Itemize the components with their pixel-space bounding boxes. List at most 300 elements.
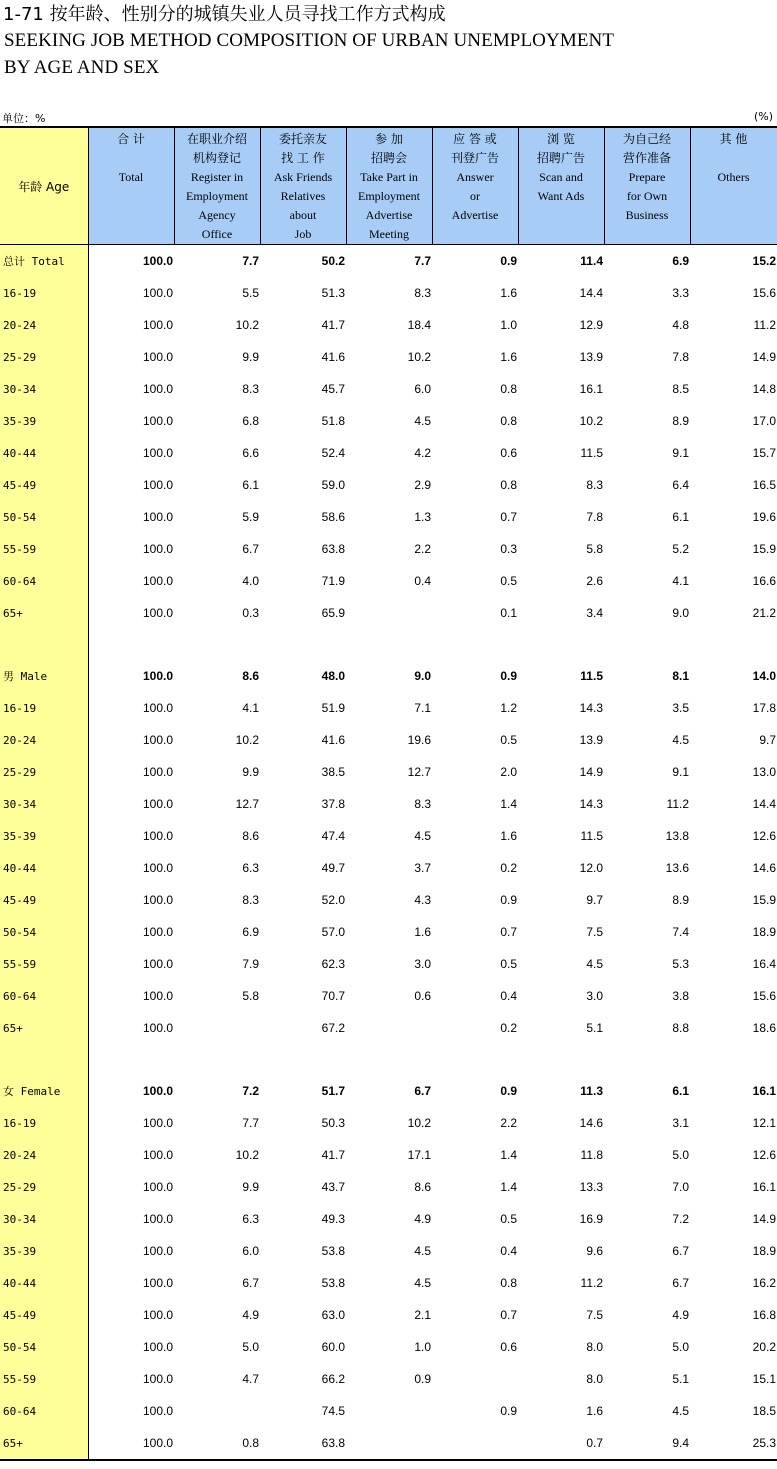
table-cell: 0.6 bbox=[500, 1340, 517, 1354]
row-label: 25-29 bbox=[0, 341, 88, 373]
table-cell: 14.4 bbox=[752, 797, 776, 811]
table-cell: 12.9 bbox=[579, 318, 603, 332]
table-cell: 2.1 bbox=[414, 1308, 431, 1322]
table-cell: 7.9 bbox=[242, 957, 259, 971]
table-cell: 1.4 bbox=[500, 1180, 517, 1194]
table-cell: 12.1 bbox=[752, 1116, 776, 1130]
table-cell: 6.1 bbox=[672, 510, 689, 524]
table-row bbox=[0, 565, 777, 597]
column-header-en-line: for Own bbox=[626, 189, 668, 203]
table-cell: 38.5 bbox=[321, 765, 345, 779]
page-title-chinese: 1-71 按年龄、性别分的城镇失业人员寻找工作方式构成 bbox=[3, 4, 446, 25]
table-cell: 8.8 bbox=[672, 1021, 689, 1035]
table-cell: 11.2 bbox=[666, 797, 689, 811]
table-cell: 1.6 bbox=[414, 925, 431, 939]
table-cell: 7.7 bbox=[242, 1116, 259, 1130]
table-cell: 58.6 bbox=[321, 510, 345, 524]
table-row-group-total bbox=[0, 660, 777, 692]
table-cell: 16.1 bbox=[579, 382, 603, 396]
table-cell: 6.6 bbox=[242, 446, 259, 460]
table-cell: 0.3 bbox=[500, 542, 517, 556]
table-cell: 16.6 bbox=[752, 574, 776, 588]
table-cell: 1.0 bbox=[500, 318, 517, 332]
table-cell: 1.3 bbox=[414, 510, 431, 524]
table-cell bbox=[346, 597, 432, 629]
table-cell: 0.9 bbox=[414, 1372, 431, 1386]
table-cell: 41.6 bbox=[321, 733, 345, 747]
table-cell: 4.9 bbox=[414, 1212, 431, 1226]
table-cell bbox=[346, 1427, 432, 1460]
column-header-en-line: Advertise bbox=[451, 208, 499, 222]
row-label: 50-54 bbox=[0, 501, 88, 533]
table-cell: 9.0 bbox=[672, 606, 689, 620]
table-cell: 9.9 bbox=[242, 350, 259, 364]
column-header-en-line: Employment bbox=[358, 189, 420, 203]
table-cell: 4.5 bbox=[586, 957, 603, 971]
table-row bbox=[0, 469, 777, 501]
table-cell: 6.1 bbox=[242, 478, 259, 492]
table-cell: 2.6 bbox=[586, 574, 603, 588]
table-cell: 5.9 bbox=[242, 510, 259, 524]
row-label: 65+ bbox=[0, 1012, 88, 1044]
table-cell: 0.9 bbox=[500, 669, 517, 683]
table-row bbox=[0, 277, 777, 309]
row-label: 50-54 bbox=[0, 916, 88, 948]
spacer-cell bbox=[174, 1044, 260, 1075]
table-cell: 18.9 bbox=[752, 925, 776, 939]
table-cell: 6.3 bbox=[242, 1212, 259, 1226]
table-cell: 9.9 bbox=[242, 765, 259, 779]
table-cell: 14.8 bbox=[752, 382, 776, 396]
table-cell: 12.0 bbox=[579, 861, 603, 875]
table-cell: 0.3 bbox=[242, 606, 259, 620]
row-label: 45-49 bbox=[0, 469, 88, 501]
table-cell: 16.2 bbox=[752, 1276, 776, 1290]
table-cell: 7.8 bbox=[672, 350, 689, 364]
spacer-cell bbox=[432, 629, 518, 660]
column-header-cn-line: 营作准备 bbox=[622, 151, 671, 165]
table-cell: 100.0 bbox=[142, 989, 173, 1003]
row-label: 男 Male bbox=[0, 660, 88, 692]
table-cell: 1.2 bbox=[500, 701, 517, 715]
table-cell: 25.3 bbox=[690, 1427, 777, 1460]
table-cell: 100.0 bbox=[142, 318, 173, 332]
table-cell: 13.6 bbox=[665, 861, 689, 875]
table-cell: 41.7 bbox=[321, 318, 345, 332]
table-cell: 4.7 bbox=[242, 1372, 259, 1386]
table-cell: 0.8 bbox=[174, 1427, 260, 1460]
spacer-cell bbox=[690, 629, 777, 660]
table-cell: 15.2 bbox=[752, 254, 776, 268]
spacer-cell bbox=[0, 629, 88, 660]
column-header-en-line: Prepare bbox=[628, 170, 666, 184]
column-header-cn-line: 浏 览 bbox=[547, 132, 575, 146]
table-cell: 7.5 bbox=[586, 925, 603, 939]
table-cell: 4.9 bbox=[672, 1308, 689, 1322]
table-cell: 66.2 bbox=[321, 1372, 345, 1386]
column-header bbox=[690, 127, 777, 245]
table-cell: 2.2 bbox=[414, 542, 431, 556]
table-cell: 0.8 bbox=[500, 414, 517, 428]
table-cell: 19.6 bbox=[407, 733, 431, 747]
row-label: 总计 Total bbox=[0, 245, 88, 278]
table-cell: 5.0 bbox=[242, 1340, 259, 1354]
table-cell: 6.8 bbox=[242, 414, 259, 428]
spacer-cell bbox=[346, 1044, 432, 1075]
row-label: 45-49 bbox=[0, 1299, 88, 1331]
table-cell: 4.5 bbox=[672, 1404, 689, 1418]
table-cell: 100.0 bbox=[142, 701, 173, 715]
table-cell: 0.4 bbox=[500, 1244, 517, 1258]
table-cell: 0.5 bbox=[500, 733, 517, 747]
table-row bbox=[0, 1299, 777, 1331]
table-cell bbox=[174, 1395, 260, 1427]
table-cell: 8.9 bbox=[672, 893, 689, 907]
table-row bbox=[0, 1139, 777, 1171]
table-cell: 57.0 bbox=[321, 925, 345, 939]
table-cell: 7.4 bbox=[672, 925, 689, 939]
table-cell: 10.2 bbox=[407, 1116, 431, 1130]
column-header-en-line: Take Part in bbox=[360, 170, 418, 184]
column-header-cn-line: 参 加 bbox=[375, 132, 403, 146]
table-cell: 5.2 bbox=[672, 542, 689, 556]
table-cell: 3.0 bbox=[586, 989, 603, 1003]
column-header bbox=[174, 127, 260, 245]
table-cell: 11.3 bbox=[580, 1084, 603, 1098]
column-header-spacer bbox=[692, 149, 776, 168]
table-cell: 48.0 bbox=[321, 669, 345, 683]
spacer-cell bbox=[604, 1044, 690, 1075]
spacer-cell bbox=[346, 629, 432, 660]
column-header-cn-line: 为自己经 bbox=[622, 132, 671, 146]
table-cell: 3.7 bbox=[414, 861, 431, 875]
table-row bbox=[0, 1235, 777, 1267]
table-cell: 16.1 bbox=[752, 1180, 776, 1194]
table-cell: 3.3 bbox=[672, 286, 689, 300]
table-cell: 12.6 bbox=[752, 1148, 776, 1162]
spacer-cell bbox=[88, 629, 174, 660]
table-cell: 4.3 bbox=[414, 893, 431, 907]
table-cell: 0.1 bbox=[500, 606, 517, 620]
column-header-cn-line: 其 他 bbox=[719, 132, 748, 146]
table-cell: 59.0 bbox=[321, 478, 345, 492]
table-cell: 4.5 bbox=[672, 733, 689, 747]
table-cell: 100.0 bbox=[142, 1372, 173, 1386]
column-header-en-line: Others bbox=[717, 170, 750, 184]
table-cell: 100.0 bbox=[142, 446, 173, 460]
table-cell: 16.4 bbox=[752, 957, 776, 971]
table-cell: 7.2 bbox=[672, 1212, 689, 1226]
table-cell: 11.2 bbox=[580, 1276, 603, 1290]
table-cell: 8.6 bbox=[242, 829, 259, 843]
column-header-en-line: Advertise bbox=[365, 208, 413, 222]
row-label: 30-34 bbox=[0, 1203, 88, 1235]
table-cell: 100.0 bbox=[142, 574, 173, 588]
table-cell: 41.7 bbox=[321, 1148, 345, 1162]
row-label: 25-29 bbox=[0, 756, 88, 788]
table-cell: 100.0 bbox=[142, 1308, 173, 1322]
row-label: 40-44 bbox=[0, 437, 88, 469]
spacer-cell bbox=[518, 629, 604, 660]
column-header-en-line: Want Ads bbox=[537, 189, 585, 203]
row-label: 女 Female bbox=[0, 1075, 88, 1107]
table-cell: 100.0 bbox=[142, 414, 173, 428]
table-cell: 6.7 bbox=[672, 1276, 689, 1290]
table-cell: 4.8 bbox=[672, 318, 689, 332]
data-table bbox=[0, 126, 777, 1461]
table-cell: 100.0 bbox=[142, 1148, 173, 1162]
column-header-en-line: Total bbox=[118, 170, 144, 184]
table-row bbox=[0, 820, 777, 852]
table-row bbox=[0, 501, 777, 533]
row-label: 65+ bbox=[0, 1427, 88, 1460]
row-label: 20-24 bbox=[0, 724, 88, 756]
table-cell: 6.0 bbox=[414, 382, 431, 396]
table-cell: 9.7 bbox=[759, 733, 776, 747]
table-cell: 100.0 bbox=[142, 925, 173, 939]
column-header-en-line: Ask Friends bbox=[273, 170, 333, 184]
table-cell: 4.5 bbox=[414, 1276, 431, 1290]
table-cell: 0.2 bbox=[500, 861, 517, 875]
table-cell: 0.7 bbox=[500, 1308, 517, 1322]
table-cell: 1.6 bbox=[586, 1404, 603, 1418]
spacer-cell bbox=[260, 629, 346, 660]
table-cell: 100.0 bbox=[142, 510, 173, 524]
table-cell: 0.8 bbox=[500, 382, 517, 396]
table-cell: 100.0 bbox=[142, 1180, 173, 1194]
table-cell: 100.0 bbox=[142, 542, 173, 556]
table-cell: 100.0 bbox=[142, 382, 173, 396]
table-cell: 1.6 bbox=[500, 829, 517, 843]
table-cell: 14.3 bbox=[579, 797, 603, 811]
table-cell: 14.9 bbox=[579, 765, 603, 779]
table-cell: 0.4 bbox=[414, 574, 431, 588]
column-header bbox=[432, 127, 518, 245]
table-cell: 0.5 bbox=[500, 574, 517, 588]
table-cell: 53.8 bbox=[321, 1244, 345, 1258]
table-cell: 8.6 bbox=[242, 669, 259, 683]
table-cell: 62.3 bbox=[321, 957, 345, 971]
table-row bbox=[0, 852, 777, 884]
spacer-cell bbox=[518, 1044, 604, 1075]
table-cell: 11.8 bbox=[580, 1148, 603, 1162]
table-cell: 18.9 bbox=[752, 1244, 776, 1258]
row-label: 30-34 bbox=[0, 788, 88, 820]
table-row bbox=[0, 597, 777, 629]
table-cell: 14.6 bbox=[579, 1116, 603, 1130]
table-cell: 19.6 bbox=[752, 510, 776, 524]
column-header-en-line: Scan and bbox=[539, 170, 583, 184]
table-row bbox=[0, 692, 777, 724]
table-cell: 50.3 bbox=[321, 1116, 345, 1130]
table-cell: 18.4 bbox=[407, 318, 431, 332]
table-cell: 71.9 bbox=[321, 574, 345, 588]
table-cell: 8.1 bbox=[672, 669, 689, 683]
table-cell: 18.5 bbox=[752, 1404, 776, 1418]
row-label: 20-24 bbox=[0, 309, 88, 341]
table-row bbox=[0, 884, 777, 916]
table-cell bbox=[432, 1427, 518, 1460]
table-cell: 6.0 bbox=[242, 1244, 259, 1258]
table-cell: 5.0 bbox=[672, 1148, 689, 1162]
spacer-cell bbox=[260, 1044, 346, 1075]
table-cell: 7.2 bbox=[242, 1084, 259, 1098]
table-row bbox=[0, 916, 777, 948]
table-cell: 0.6 bbox=[500, 446, 517, 460]
row-label: 55-59 bbox=[0, 1363, 88, 1395]
row-label: 20-24 bbox=[0, 1139, 88, 1171]
table-cell: 100.0 bbox=[142, 254, 173, 268]
table-row bbox=[0, 341, 777, 373]
unit-label-percent: (%) bbox=[753, 110, 773, 123]
table-cell bbox=[346, 1395, 432, 1427]
table-cell: 8.3 bbox=[586, 478, 603, 492]
table-cell: 12.6 bbox=[752, 829, 776, 843]
table-cell: 11.5 bbox=[580, 829, 603, 843]
table-row-group-total bbox=[0, 245, 777, 278]
table-row bbox=[0, 1012, 777, 1044]
page-title-english-line2: BY AGE AND SEX bbox=[4, 57, 160, 78]
table-cell: 8.0 bbox=[586, 1340, 603, 1354]
spacer-cell bbox=[88, 1044, 174, 1075]
page-title-english-line1: SEEKING JOB METHOD COMPOSITION OF URBAN UNEMPLOYMENT bbox=[4, 30, 615, 51]
table-cell: 13.0 bbox=[752, 765, 776, 779]
table-row bbox=[0, 980, 777, 1012]
table-cell: 15.6 bbox=[752, 989, 776, 1003]
table-cell: 4.1 bbox=[672, 574, 689, 588]
table-cell: 5.5 bbox=[242, 286, 259, 300]
table-cell: 0.7 bbox=[500, 510, 517, 524]
table-cell: 6.7 bbox=[242, 542, 259, 556]
table-cell: 9.7 bbox=[586, 893, 603, 907]
table-cell: 1.0 bbox=[414, 1340, 431, 1354]
row-label: 16-19 bbox=[0, 1107, 88, 1139]
table-row bbox=[0, 1171, 777, 1203]
table-cell: 9.1 bbox=[672, 765, 689, 779]
table-cell: 17.1 bbox=[407, 1148, 431, 1162]
table-cell: 5.8 bbox=[586, 542, 603, 556]
table-cell: 49.3 bbox=[321, 1212, 345, 1226]
column-header-en-line: Register in bbox=[190, 170, 244, 184]
column-header-en-line: Agency bbox=[198, 208, 236, 222]
data-table-container bbox=[0, 126, 777, 1461]
column-header-cn-line: 应 答 或 bbox=[453, 132, 497, 146]
table-row bbox=[0, 1107, 777, 1139]
table-cell: 8.3 bbox=[242, 382, 259, 396]
table-cell: 4.5 bbox=[414, 414, 431, 428]
table-cell: 8.3 bbox=[414, 286, 431, 300]
table-cell: 16.8 bbox=[752, 1308, 776, 1322]
table-cell: 4.1 bbox=[242, 701, 259, 715]
table-cell: 7.0 bbox=[672, 1180, 689, 1194]
row-label: 50-54 bbox=[0, 1331, 88, 1363]
table-cell: 6.9 bbox=[672, 254, 689, 268]
table-cell: 11.5 bbox=[580, 446, 603, 460]
table-cell: 51.9 bbox=[321, 701, 345, 715]
table-cell: 7.7 bbox=[242, 254, 259, 268]
table-cell: 43.7 bbox=[321, 1180, 345, 1194]
table-cell: 2.0 bbox=[500, 765, 517, 779]
table-cell: 9.6 bbox=[586, 1244, 603, 1258]
table-cell: 70.7 bbox=[321, 989, 345, 1003]
table-cell: 10.2 bbox=[235, 318, 259, 332]
row-label: 55-59 bbox=[0, 948, 88, 980]
table-cell: 49.7 bbox=[321, 861, 345, 875]
table-row-group-total bbox=[0, 1075, 777, 1107]
table-cell: 1.4 bbox=[500, 1148, 517, 1162]
table-cell: 8.0 bbox=[586, 1372, 603, 1386]
table-cell: 1.6 bbox=[500, 286, 517, 300]
table-cell: 100.0 bbox=[88, 1427, 174, 1460]
table-cell: 100.0 bbox=[142, 478, 173, 492]
row-label: 40-44 bbox=[0, 852, 88, 884]
table-cell: 6.1 bbox=[672, 1084, 689, 1098]
table-cell: 1.6 bbox=[500, 350, 517, 364]
table-cell: 3.1 bbox=[672, 1116, 689, 1130]
table-cell: 13.9 bbox=[579, 350, 603, 364]
age-header-label: 年龄 Age bbox=[18, 180, 70, 194]
column-header bbox=[518, 127, 604, 245]
column-header-cn-line: 合 计 bbox=[117, 132, 145, 146]
table-cell: 51.8 bbox=[321, 414, 345, 428]
table-cell: 9.9 bbox=[242, 1180, 259, 1194]
table-cell: 21.2 bbox=[752, 606, 776, 620]
row-label: 40-44 bbox=[0, 1267, 88, 1299]
column-header-cn-line: 机构登记 bbox=[192, 151, 241, 165]
table-row bbox=[0, 1203, 777, 1235]
column-header-cn-line: 委托亲友 bbox=[278, 132, 327, 146]
table-cell: 10.2 bbox=[235, 1148, 259, 1162]
table-cell: 100.0 bbox=[142, 1212, 173, 1226]
table-cell: 4.5 bbox=[414, 1244, 431, 1258]
table-cell: 1.4 bbox=[500, 797, 517, 811]
table-cell: 16.1 bbox=[752, 1084, 776, 1098]
table-cell: 52.4 bbox=[321, 446, 345, 460]
table-cell: 100.0 bbox=[142, 606, 173, 620]
table-cell: 52.0 bbox=[321, 893, 345, 907]
unit-label: 单位：% bbox=[2, 112, 46, 125]
table-row bbox=[0, 788, 777, 820]
table-cell: 63.8 bbox=[260, 1427, 346, 1460]
table-cell: 50.2 bbox=[321, 254, 345, 268]
table-row bbox=[0, 948, 777, 980]
column-header-age bbox=[0, 127, 88, 245]
table-cell: 7.8 bbox=[586, 510, 603, 524]
table-cell: 7.7 bbox=[414, 254, 431, 268]
column-header-en-line: Business bbox=[625, 208, 669, 222]
table-cell: 5.1 bbox=[672, 1372, 689, 1386]
table-cell: 3.8 bbox=[672, 989, 689, 1003]
table-cell: 100.0 bbox=[142, 893, 173, 907]
table-cell: 17.0 bbox=[752, 414, 776, 428]
table-cell: 14.0 bbox=[752, 669, 776, 683]
table-body bbox=[0, 245, 777, 1461]
table-cell: 100.0 bbox=[142, 350, 173, 364]
table-row bbox=[0, 1331, 777, 1363]
table-cell: 47.4 bbox=[321, 829, 345, 843]
table-cell: 4.0 bbox=[242, 574, 259, 588]
table-cell: 8.6 bbox=[414, 1180, 431, 1194]
column-header-cn-line: 刊登广告 bbox=[450, 151, 499, 165]
table-cell: 20.2 bbox=[752, 1340, 776, 1354]
table-cell: 13.9 bbox=[579, 733, 603, 747]
spacer-cell bbox=[0, 1044, 88, 1075]
table-cell: 0.9 bbox=[500, 254, 517, 268]
table-cell: 0.9 bbox=[500, 893, 517, 907]
table-cell: 15.1 bbox=[752, 1372, 776, 1386]
table-cell: 100.0 bbox=[142, 1340, 173, 1354]
spacer-cell bbox=[690, 1044, 777, 1075]
